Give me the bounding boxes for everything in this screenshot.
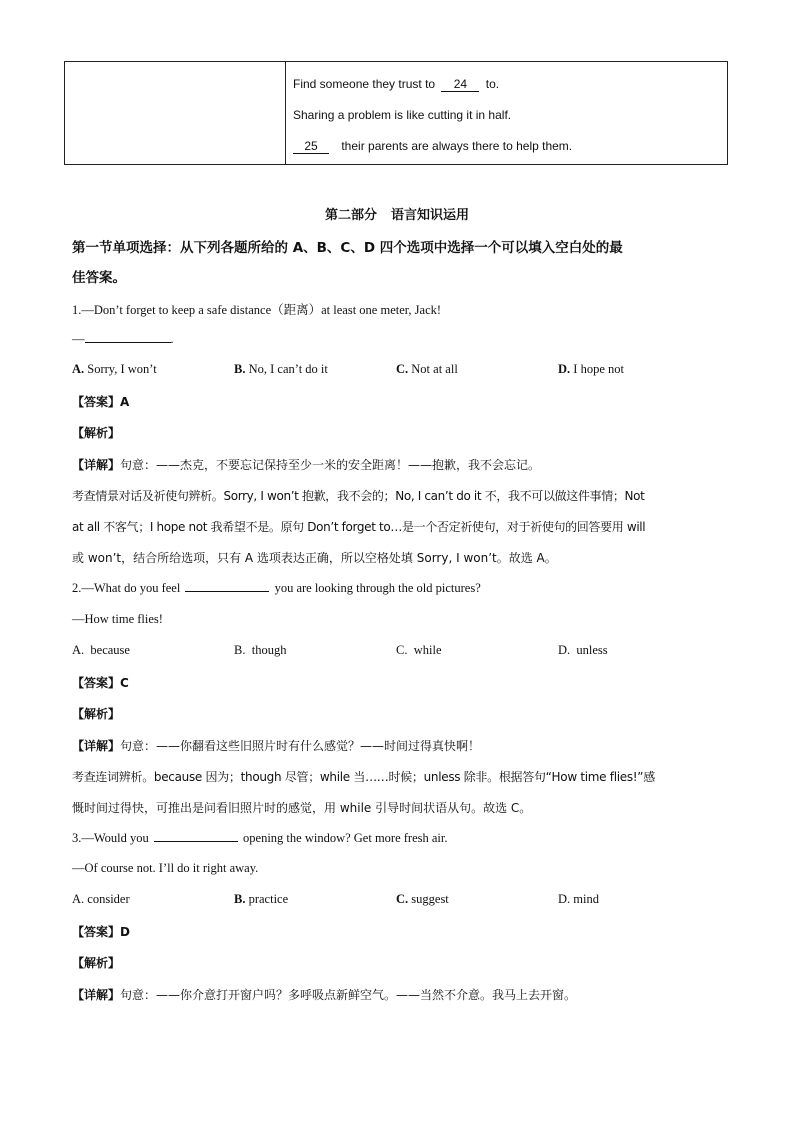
blank-25: 25: [293, 140, 329, 154]
q1-answer-label: 【答案】: [72, 395, 121, 409]
q2-option-a: [72, 643, 130, 658]
q1-exp-line-3: 或 won’t，结合所给选项，只有 A 选项表达正确，所以空格处填 Sorry, I won’t。故选 A。: [72, 551, 557, 565]
section-title: [0, 204, 794, 223]
q2-b-text: though: [245, 643, 287, 657]
table-line-1: [293, 77, 499, 92]
q3-answer: [72, 923, 130, 940]
q1-answer: [72, 393, 129, 410]
q2-exp-line-2: 慨时间过得快，可推出是问看旧照片时的感觉，用 while 引导时间状语从句。故选 C。: [72, 801, 532, 815]
q1-detail-text: 句意：——杰克，不要忘记保持至少一米的安全距离！——抱歉，我不会忘记。: [120, 458, 541, 472]
q3-option-c: [396, 892, 449, 907]
q2-reply: —How time flies!: [72, 612, 163, 626]
q3-analysis-label: 【解析】: [72, 956, 121, 970]
q1-detail: [72, 456, 540, 473]
q3-reply: —Of course not. I’ll do it right away.: [72, 861, 259, 875]
q2-detail-label: 【详解】: [72, 739, 121, 753]
q3-d-text: mind: [570, 892, 599, 906]
table-line-2: Sharing a problem is like cutting it in half.: [293, 108, 512, 122]
q2-exp-line-1: 考查连词辨析。because 因为；though 尽管；while 当……时候；unless 除非。根据答句“How time flies!”感: [72, 770, 655, 784]
q3-b-letter: B.: [234, 892, 246, 906]
q3-stem: [72, 830, 448, 846]
q3-detail-text: 句意：——你介意打开窗户吗？多呼吸点新鲜空气。——当然不介意。我马上去开窗。: [120, 988, 577, 1002]
q2-analysis-label: 【解析】: [72, 707, 121, 721]
section-name: 语言知识运用: [391, 208, 470, 223]
q2-option-c: [396, 643, 442, 658]
q3-detail-label: 【详解】: [72, 988, 121, 1002]
q2-d-text: unless: [570, 643, 608, 657]
q1-a-text: Sorry, I won’t: [84, 362, 157, 376]
table-line-3-text: their parents are always there to help them.: [341, 139, 573, 153]
q1-c-text: Not at all: [408, 362, 458, 376]
q3-a-text: consider: [84, 892, 130, 906]
table-right-cell: [286, 62, 727, 164]
q2-stem-post: you are looking through the old pictures?: [274, 581, 481, 595]
q2-detail: [72, 737, 480, 754]
q1-exp-line-2: at all 不客气；I hope not 我希望不是。原句 Don’t forget to…是一个否定祈使句，对于祈使句的回答要用 will: [72, 520, 646, 534]
q3-option-a: [72, 892, 130, 907]
q3-answer-label: 【答案】: [72, 925, 121, 939]
q2-answer-value: C: [120, 676, 129, 690]
q3-c-letter: C.: [396, 892, 409, 906]
table-line-1-text: Find someone they trust to: [293, 77, 436, 91]
q1-dash: —: [72, 332, 85, 346]
q3-stem-post: opening the window? Get more fresh air.: [243, 831, 448, 845]
blank-24: 24: [441, 78, 479, 92]
q1-b-text: No, I can’t do it: [245, 362, 328, 376]
q2-c-letter: C.: [396, 643, 408, 657]
q1-period: .: [170, 332, 174, 346]
q1-blank: [85, 331, 171, 343]
q1-reply: [72, 331, 174, 347]
q1-c-letter: C.: [396, 362, 409, 376]
section-part: 第二部分: [324, 208, 377, 223]
q3-blank: [154, 830, 238, 842]
instruction-line-1: 第一节单项选择：从下列各题所给的 A、B、C、D 四个选项中选择一个可以填入空白处的最: [72, 240, 623, 256]
table-line-3: [293, 139, 572, 154]
instruction-line-2: 佳答案。: [72, 270, 126, 286]
q1-exp-line-1: 考查情景对话及祈使句辨析。Sorry, I won’t 抱歉，我不会的；No, I can’t do it 不，我不可以做这件事情；Not: [72, 489, 645, 503]
table-line-1-end: to.: [485, 77, 500, 91]
q3-option-b: [234, 892, 288, 907]
q1-option-b: [234, 362, 328, 377]
q2-a-text: because: [84, 643, 130, 657]
q1-option-a: [72, 362, 157, 377]
q2-d-letter: D.: [558, 643, 571, 657]
q2-b-letter: B.: [234, 643, 246, 657]
q1-option-d: [558, 362, 624, 377]
q1-detail-label: 【详解】: [72, 458, 121, 472]
q3-answer-value: D: [120, 925, 130, 939]
q1-d-letter: D.: [558, 362, 571, 376]
table-left-cell: [65, 62, 286, 164]
q2-stem-pre: 2.—What do you feel: [72, 581, 181, 595]
q2-answer: [72, 674, 129, 691]
q1-option-c: [396, 362, 458, 377]
q1-stem: 1.—Don’t forget to keep a safe distance（距离）at least one meter, Jack!: [72, 303, 442, 317]
q3-stem-pre: 3.—Would you: [72, 831, 149, 845]
q1-d-text: I hope not: [570, 362, 624, 376]
q1-b-letter: B.: [234, 362, 246, 376]
q2-answer-label: 【答案】: [72, 676, 121, 690]
q2-stem: [72, 580, 481, 596]
q2-a-letter: A.: [72, 643, 85, 657]
q2-c-text: while: [407, 643, 442, 657]
q3-d-letter: D.: [558, 892, 571, 906]
passage-table: [64, 61, 728, 165]
q2-option-b: [234, 643, 286, 658]
q1-analysis-label: 【解析】: [72, 426, 121, 440]
q2-option-d: [558, 643, 608, 658]
q3-a-letter: A.: [72, 892, 85, 906]
q2-detail-text: 句意：——你翻看这些旧照片时有什么感觉？——时间过得真快啊！: [120, 739, 481, 753]
q2-blank: [185, 580, 269, 592]
q3-detail: [72, 986, 576, 1003]
q3-b-text: practice: [245, 892, 289, 906]
q3-c-text: suggest: [408, 892, 449, 906]
q3-option-d: [558, 892, 599, 907]
q1-a-letter: A.: [72, 362, 85, 376]
q1-answer-value: A: [120, 395, 130, 409]
